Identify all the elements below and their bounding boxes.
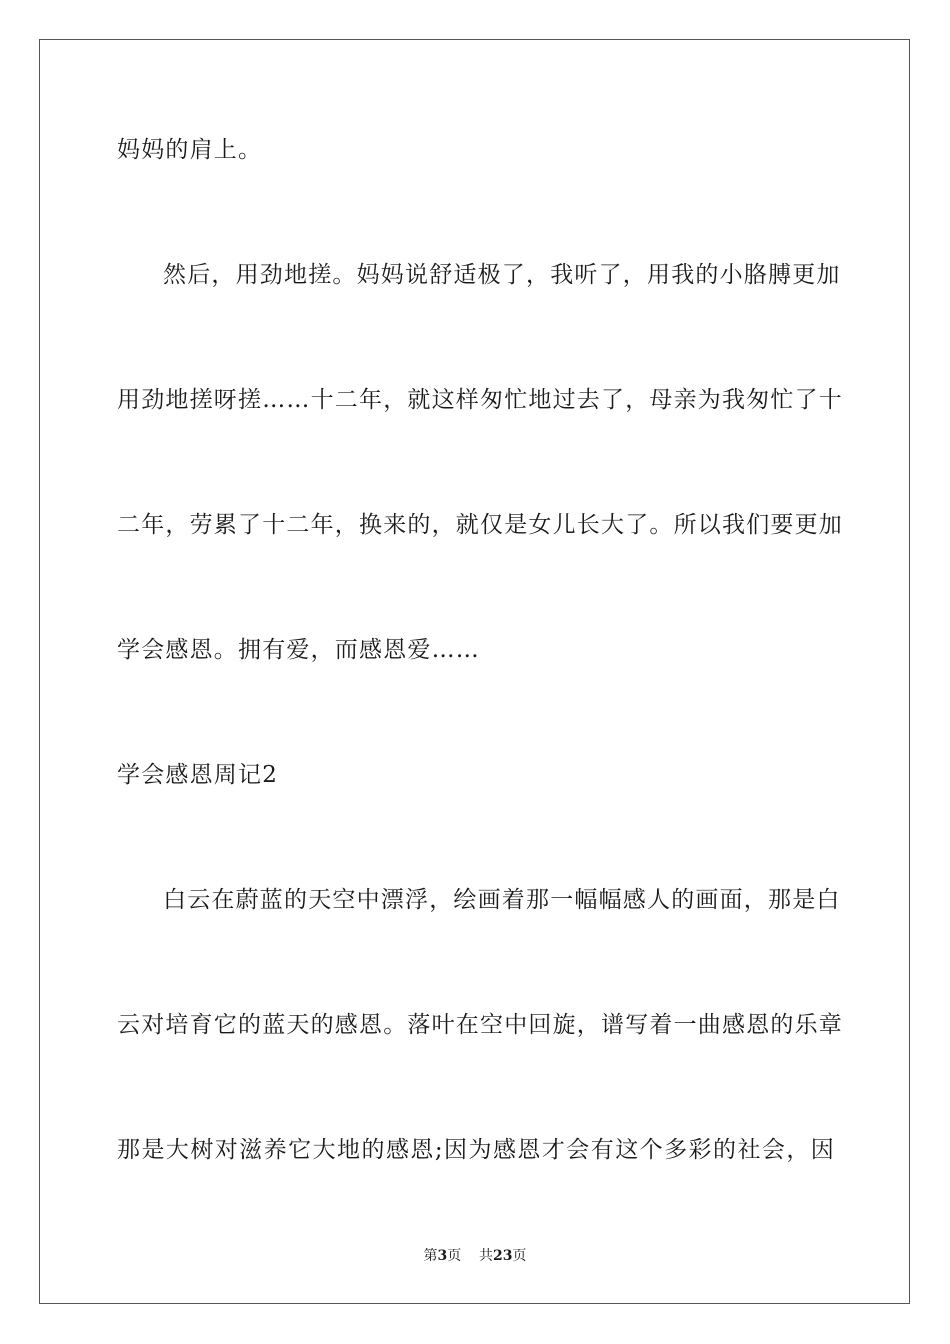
text-line-9: 那是大树对滋养它大地的感恩;因为感恩才会有这个多彩的社会，因 [117, 1137, 835, 1163]
footer-total-prefix: 共 [479, 1248, 494, 1264]
page-footer [0, 1246, 950, 1266]
text-line-3: 用劲地搓呀搓……十二年，就这样匆忙地过去了，母亲为我匆忙了十 [117, 387, 843, 413]
text-line-1: 妈妈的肩上。 [117, 137, 263, 163]
text-line-8: 云对培育它的蓝天的感恩。落叶在空中回旋，谱写着一曲感恩的乐章 [117, 1012, 843, 1038]
paragraph-start-line: 然后，用劲地搓。妈妈说舒适极了，我听了，用我的小胳膊更加 [163, 262, 841, 288]
footer-total-suffix: 页 [512, 1248, 527, 1264]
footer-total-pages: 23 [493, 1248, 513, 1264]
page-border [39, 39, 910, 1304]
footer-page-number: 3 [437, 1248, 448, 1264]
footer-page-prefix: 第 [423, 1248, 438, 1264]
text-line-4: 二年，劳累了十二年，换来的，就仅是女儿长大了。所以我们要更加 [117, 512, 843, 538]
paragraph-start-line-2: 白云在蔚蓝的天空中漂浮，绘画着那一幅幅感人的画面，那是白 [163, 887, 841, 913]
footer-page-suffix: 页 [447, 1248, 462, 1264]
section-heading: 学会感恩周记2 [117, 762, 279, 788]
text-line-5: 学会感恩。拥有爱，而感恩爱…… [117, 637, 480, 663]
